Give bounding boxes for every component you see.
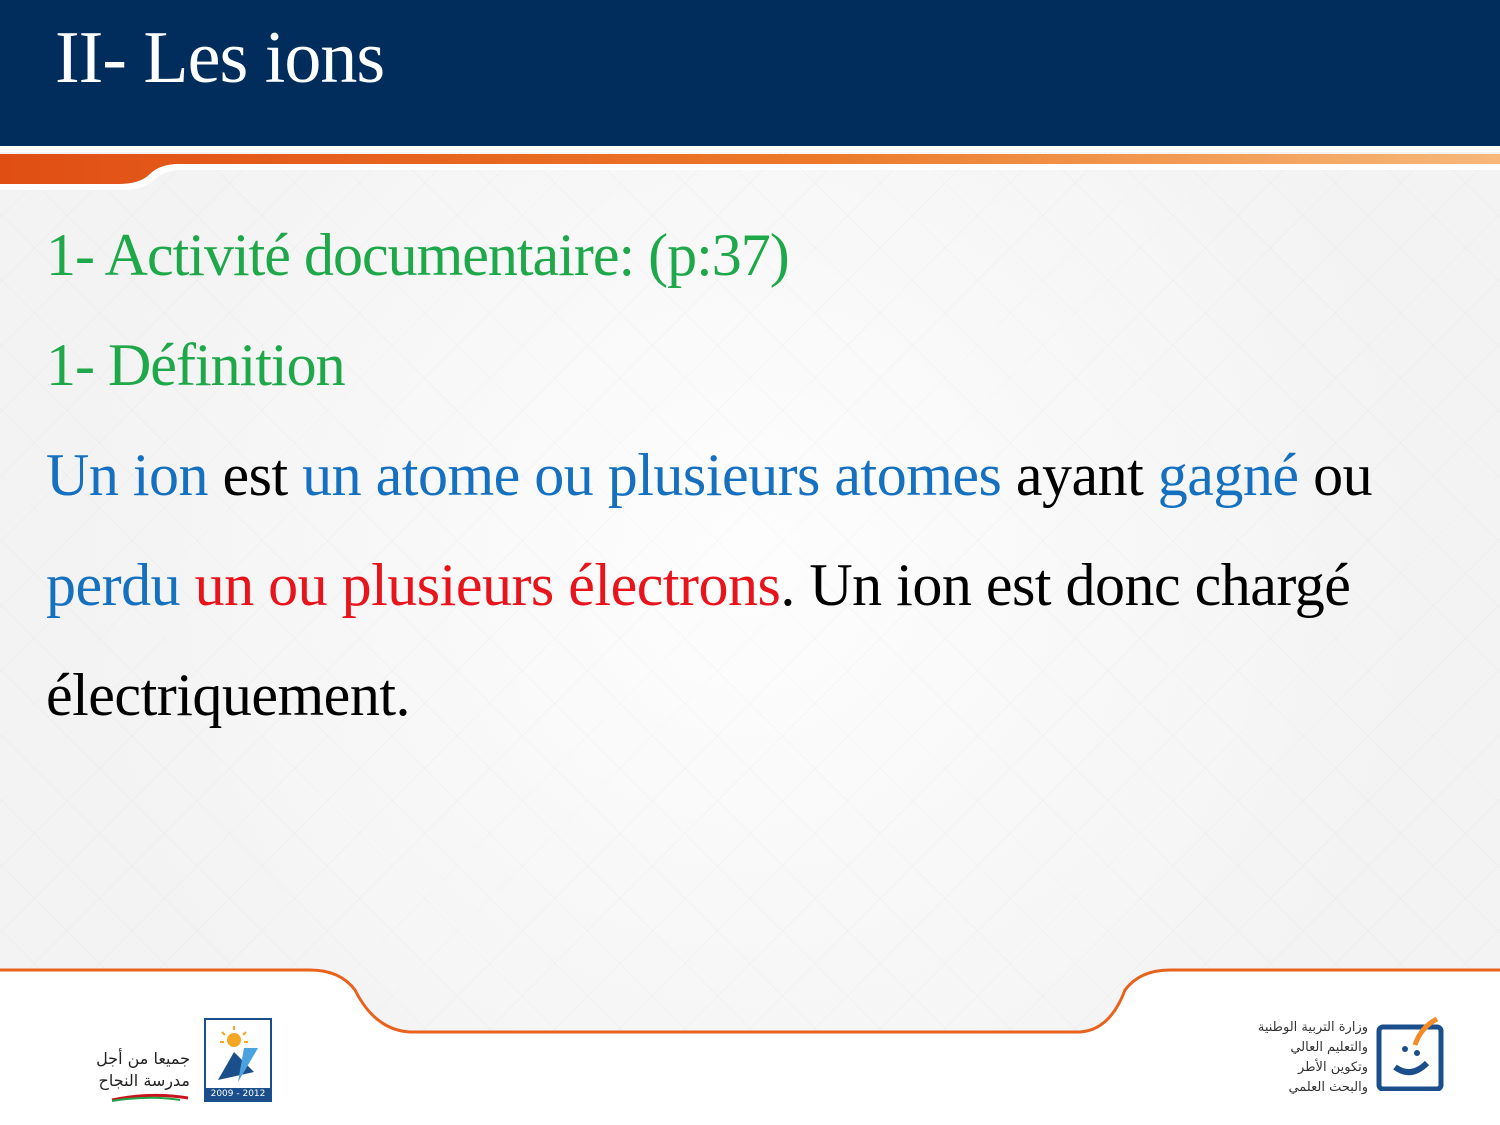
definition-segment: ou [1298,442,1373,508]
header-stripe [0,146,1500,194]
activity-heading: 1- Activité documentaire: (p:37) [46,222,789,288]
definition-text [46,420,1466,750]
definition-segment: un ou plusieurs électrons [194,552,781,618]
left-logo-text [50,1048,190,1102]
definition-segment: un atome ou plusieurs atomes [302,442,1002,508]
header-band [0,0,1500,146]
content-area [46,200,1466,750]
left-logo-years: 2009 - 2012 [210,1089,266,1099]
definition-segment: ayant [1001,442,1158,508]
definition-segment [180,552,195,618]
left-logo-line1: جميعا من أجل [96,1049,190,1068]
sun-star-emblem-icon [204,1018,272,1102]
right-logo-line: والبحث العلمي [1288,1080,1368,1095]
slide-title: II- Les ions [55,17,385,99]
left-logo-line2: مدرسة النجاح [98,1071,190,1090]
definition-segment: perdu [46,552,181,618]
right-logo-line: وزارة التربية الوطنية [1257,1020,1368,1035]
left-logo-swoosh [110,1092,190,1102]
right-logo-line: وتكوين الأطر [1298,1060,1368,1075]
definition-segment: est [208,442,303,508]
definition-segment: . Un ion est donc chargé électriquement. [46,552,1351,728]
definition-heading: 1- Définition [46,332,345,398]
ministry-emblem-icon [1375,1015,1447,1091]
definition-segment: gagné [1157,442,1299,508]
definition-segment: Un ion [46,442,208,508]
right-logo-line: والتعليم العالي [1290,1040,1368,1055]
right-logo-text [1098,1018,1368,1098]
